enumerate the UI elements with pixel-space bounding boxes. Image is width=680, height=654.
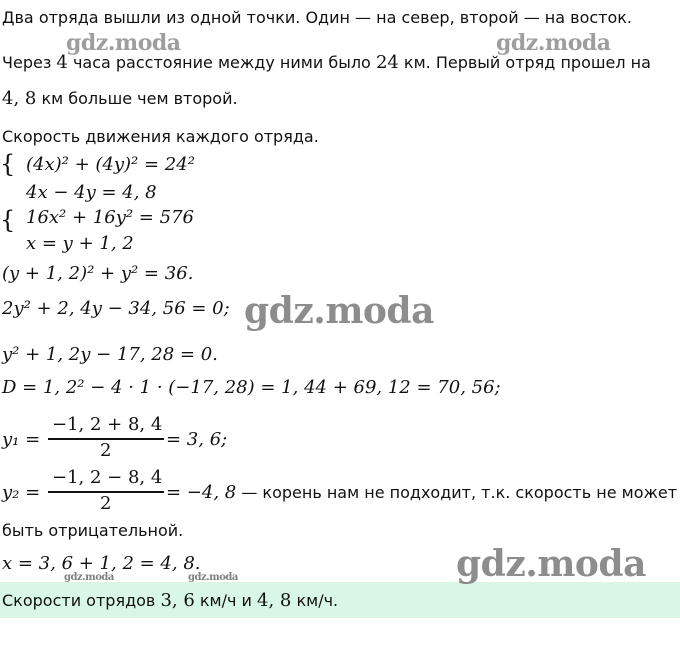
y2-comment-line-2: быть отрицательной. — [2, 521, 184, 540]
watermark: gdz.moda — [496, 30, 611, 56]
system-row-1: (4x)² + (4y)² = 24² — [26, 154, 195, 175]
step-substitution: (y + 1, 2)² + y² = 36. — [2, 263, 194, 284]
system-row-4: x = y + 1, 2 — [26, 233, 134, 254]
y2-fraction — [48, 467, 166, 517]
y1-numerator: −1, 2 + 8, 4 — [52, 414, 163, 435]
y1-denominator: 2 — [100, 440, 112, 461]
step-discriminant: D = 1, 2² − 4 · 1 · (−17, 28) = 1, 44 + 69, 12 = 70, 56; — [2, 377, 501, 398]
y1-label: y₁ = — [2, 429, 41, 450]
watermark: gdz.moda — [188, 572, 238, 583]
problem-line-3: 4, 8 км больше чем второй. — [2, 88, 238, 109]
answer-text: Скорости отрядов 3, 6 км/ч и 4, 8 км/ч. — [2, 590, 339, 611]
watermark: gdz.moda — [244, 290, 434, 332]
y1-fraction — [48, 414, 166, 464]
y1-result: = 3, 6; — [166, 429, 228, 450]
y2-numerator: −1, 2 − 8, 4 — [52, 467, 163, 488]
watermark: gdz.moda — [64, 572, 114, 583]
problem-line-2: Через 4 часа расстояние между ними было 24 км. Первый отряд прошел на — [2, 52, 651, 73]
y2-result-line: = −4, 8 — корень нам не подходит, т.к. скорость не может — [166, 482, 678, 503]
y2-denominator: 2 — [100, 493, 112, 514]
system-row-3: 16x² + 16y² = 576 — [26, 207, 194, 228]
system-brace-top: { — [0, 150, 16, 178]
watermark: gdz.moda — [456, 543, 646, 585]
watermark: gdz.moda — [66, 30, 181, 56]
system-row-2: 4x − 4y = 4, 8 — [26, 182, 157, 203]
y2-label: y₂ = — [2, 482, 41, 503]
step-quadratic: 2y² + 2, 4y − 34, 56 = 0; — [2, 298, 230, 319]
question-text: Скорость движения каждого отряда. — [2, 127, 319, 146]
system-brace-bottom: { — [0, 206, 16, 234]
problem-line-1: Два отряда вышли из одной точки. Один — на север, второй — на восток. — [2, 8, 633, 27]
x-result: x = 3, 6 + 1, 2 = 4, 8. — [2, 553, 201, 574]
step-reduced: y² + 1, 2y − 17, 28 = 0. — [2, 344, 218, 365]
